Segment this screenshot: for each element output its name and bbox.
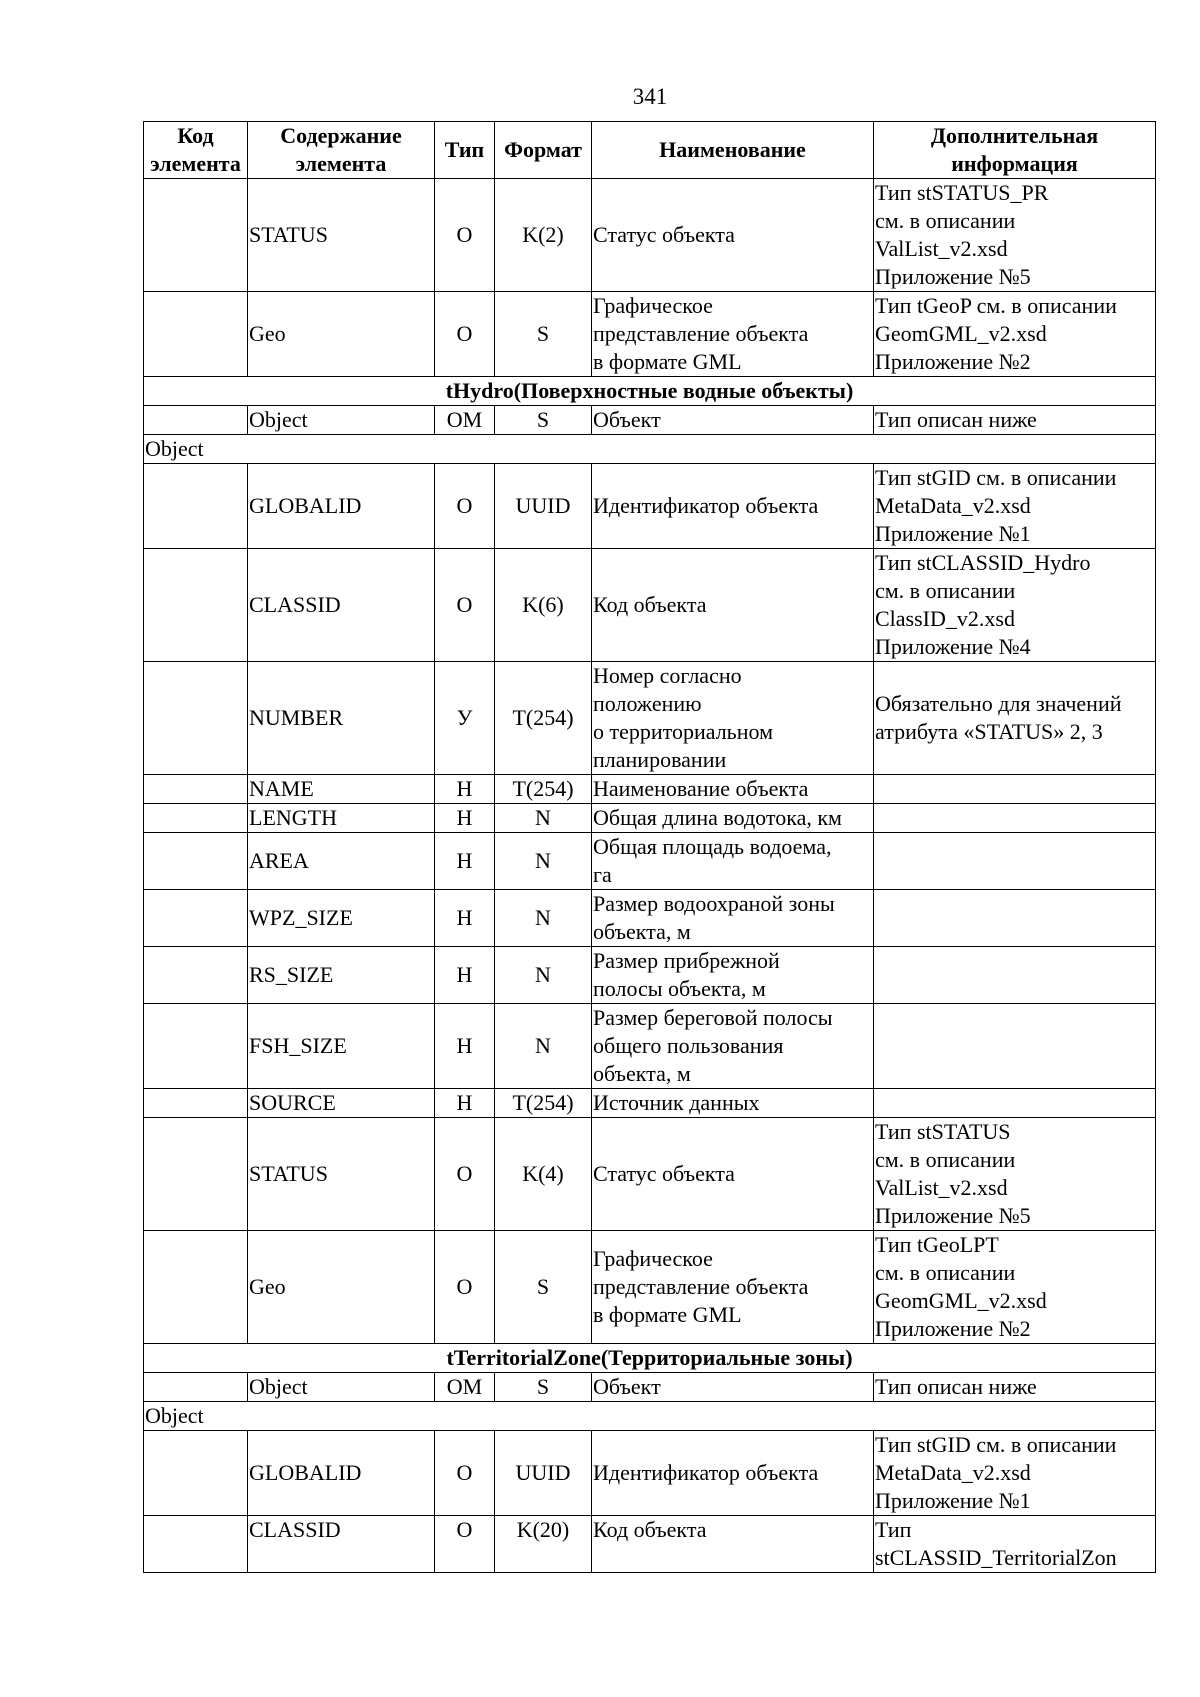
cell-format: N <box>495 1004 592 1089</box>
section-title: tTerritorialZone(Территориальные зоны) <box>144 1344 1156 1373</box>
section-header-row <box>144 377 1156 406</box>
table-row <box>144 179 1156 292</box>
cell-code <box>144 1004 248 1089</box>
cell-info: Тип описан ниже <box>874 406 1156 435</box>
cell-info <box>874 833 1156 890</box>
cell-info: Тип stCLASSID_Hydro см. в описании ClassID_v2.xsd Приложение №4 <box>874 549 1156 662</box>
cell-code <box>144 1231 248 1344</box>
section-header-row <box>144 1344 1156 1373</box>
table-header-row <box>144 122 1156 179</box>
cell-content: Object <box>248 1373 435 1402</box>
cell-type: Н <box>435 833 495 890</box>
cell-name: Статус объекта <box>592 1118 874 1231</box>
cell-content: LENGTH <box>248 804 435 833</box>
cell-info: Тип tGeoP см. в описании GeomGML_v2.xsd Приложение №2 <box>874 292 1156 377</box>
cell-code <box>144 179 248 292</box>
cell-format: S <box>495 1373 592 1402</box>
group-label-row <box>144 435 1156 464</box>
cell-name: Код объекта <box>592 1516 874 1573</box>
cell-type: O <box>435 464 495 549</box>
table-row <box>144 1118 1156 1231</box>
cell-type: OM <box>435 1373 495 1402</box>
cell-content: STATUS <box>248 179 435 292</box>
cell-content: Geo <box>248 292 435 377</box>
cell-format: N <box>495 947 592 1004</box>
cell-info <box>874 890 1156 947</box>
cell-content: Object <box>248 406 435 435</box>
cell-type: Н <box>435 947 495 1004</box>
cell-code <box>144 804 248 833</box>
cell-type: Н <box>435 1089 495 1118</box>
column-header-code: Код элемента <box>144 122 248 179</box>
cell-code <box>144 947 248 1004</box>
cell-name: Общая длина водотока, км <box>592 804 874 833</box>
cell-format: S <box>495 1231 592 1344</box>
cell-name: Графическое представление объекта в формате GML <box>592 1231 874 1344</box>
cell-format: K(20) <box>495 1516 592 1573</box>
cell-content: WPZ_SIZE <box>248 890 435 947</box>
cell-content: CLASSID <box>248 1516 435 1573</box>
cell-code <box>144 662 248 775</box>
cell-name: Общая площадь водоема, га <box>592 833 874 890</box>
table-row <box>144 1231 1156 1344</box>
cell-type: O <box>435 179 495 292</box>
cell-format: N <box>495 833 592 890</box>
group-label: Object <box>144 1402 1156 1431</box>
cell-format: T(254) <box>495 662 592 775</box>
cell-type: OM <box>435 406 495 435</box>
cell-format: K(6) <box>495 549 592 662</box>
cell-type: O <box>435 549 495 662</box>
cell-content: GLOBALID <box>248 464 435 549</box>
cell-name: Источник данных <box>592 1089 874 1118</box>
column-header-format: Формат <box>495 122 592 179</box>
cell-info <box>874 1004 1156 1089</box>
cell-code <box>144 406 248 435</box>
cell-format: T(254) <box>495 775 592 804</box>
cell-format: N <box>495 890 592 947</box>
table-row <box>144 804 1156 833</box>
table-row <box>144 406 1156 435</box>
page-number: 341 <box>632 84 668 109</box>
cell-content: CLASSID <box>248 549 435 662</box>
cell-type: O <box>435 292 495 377</box>
column-header-name: Наименование <box>592 122 874 179</box>
cell-format: S <box>495 406 592 435</box>
table-row <box>144 1004 1156 1089</box>
cell-code <box>144 1118 248 1231</box>
cell-name: Размер береговой полосы общего пользования объекта, м <box>592 1004 874 1089</box>
cell-code <box>144 890 248 947</box>
cell-info: Обязательно для значений атрибута «STATUS» 2, 3 <box>874 662 1156 775</box>
group-label: Object <box>144 435 1156 464</box>
cell-info: Тип stGID см. в описании MetaData_v2.xsd Приложение №1 <box>874 464 1156 549</box>
table-row <box>144 775 1156 804</box>
element-spec-table <box>143 121 1156 1573</box>
table-row <box>144 833 1156 890</box>
cell-content: NAME <box>248 775 435 804</box>
cell-format: S <box>495 292 592 377</box>
cell-name: Статус объекта <box>592 179 874 292</box>
section-title: tHydro(Поверхностные водные объекты) <box>144 377 1156 406</box>
table-row <box>144 1373 1156 1402</box>
table-row <box>144 662 1156 775</box>
cell-name: Объект <box>592 1373 874 1402</box>
cell-name: Объект <box>592 406 874 435</box>
table-row <box>144 549 1156 662</box>
cell-content: FSH_SIZE <box>248 1004 435 1089</box>
cell-code <box>144 833 248 890</box>
column-header-info: Дополнительная информация <box>874 122 1156 179</box>
cell-type: O <box>435 1231 495 1344</box>
cell-code <box>144 1431 248 1516</box>
cell-name: Графическое представление объекта в формате GML <box>592 292 874 377</box>
cell-type: O <box>435 1118 495 1231</box>
cell-info <box>874 1089 1156 1118</box>
table-row <box>144 464 1156 549</box>
cell-content: Geo <box>248 1231 435 1344</box>
cell-content: SOURCE <box>248 1089 435 1118</box>
cell-info: Тип stGID см. в описании MetaData_v2.xsd Приложение №1 <box>874 1431 1156 1516</box>
column-header-type: Тип <box>435 122 495 179</box>
cell-content: RS_SIZE <box>248 947 435 1004</box>
group-label-row <box>144 1402 1156 1431</box>
cell-name: Код объекта <box>592 549 874 662</box>
cell-type: Н <box>435 804 495 833</box>
cell-type: Н <box>435 890 495 947</box>
cell-info <box>874 775 1156 804</box>
cell-format: K(4) <box>495 1118 592 1231</box>
cell-name: Номер согласно положению о территориальном планировании <box>592 662 874 775</box>
cell-name: Идентификатор объекта <box>592 1431 874 1516</box>
cell-code <box>144 1089 248 1118</box>
cell-content: AREA <box>248 833 435 890</box>
cell-info <box>874 947 1156 1004</box>
table-row <box>144 890 1156 947</box>
cell-type: O <box>435 1516 495 1573</box>
table-row <box>144 1516 1156 1573</box>
cell-info <box>874 804 1156 833</box>
cell-code <box>144 1516 248 1573</box>
cell-format: T(254) <box>495 1089 592 1118</box>
cell-code <box>144 1373 248 1402</box>
table-row <box>144 1089 1156 1118</box>
cell-format: N <box>495 804 592 833</box>
cell-name: Размер прибрежной полосы объекта, м <box>592 947 874 1004</box>
cell-content: NUMBER <box>248 662 435 775</box>
cell-format: K(2) <box>495 179 592 292</box>
cell-code <box>144 549 248 662</box>
cell-code <box>144 464 248 549</box>
table-row <box>144 947 1156 1004</box>
cell-code <box>144 292 248 377</box>
cell-type: Н <box>435 775 495 804</box>
table-row <box>144 292 1156 377</box>
cell-content: STATUS <box>248 1118 435 1231</box>
cell-name: Размер водоохраной зоны объекта, м <box>592 890 874 947</box>
cell-type: Н <box>435 1004 495 1089</box>
cell-info: Тип stCLASSID_TerritorialZon <box>874 1516 1156 1573</box>
cell-info: Тип описан ниже <box>874 1373 1156 1402</box>
cell-content: GLOBALID <box>248 1431 435 1516</box>
cell-info: Тип tGeoLPT см. в описании GeomGML_v2.xsd Приложение №2 <box>874 1231 1156 1344</box>
cell-format: UUID <box>495 464 592 549</box>
cell-type: У <box>435 662 495 775</box>
table-row <box>144 1431 1156 1516</box>
column-header-content: Содержание элемента <box>248 122 435 179</box>
cell-type: O <box>435 1431 495 1516</box>
table-body <box>144 179 1156 1573</box>
cell-name: Идентификатор объекта <box>592 464 874 549</box>
cell-code <box>144 775 248 804</box>
cell-name: Наименование объекта <box>592 775 874 804</box>
cell-info: Тип stSTATUS_PR см. в описании ValList_v2.xsd Приложение №5 <box>874 179 1156 292</box>
cell-info: Тип stSTATUS см. в описании ValList_v2.xsd Приложение №5 <box>874 1118 1156 1231</box>
cell-format: UUID <box>495 1431 592 1516</box>
